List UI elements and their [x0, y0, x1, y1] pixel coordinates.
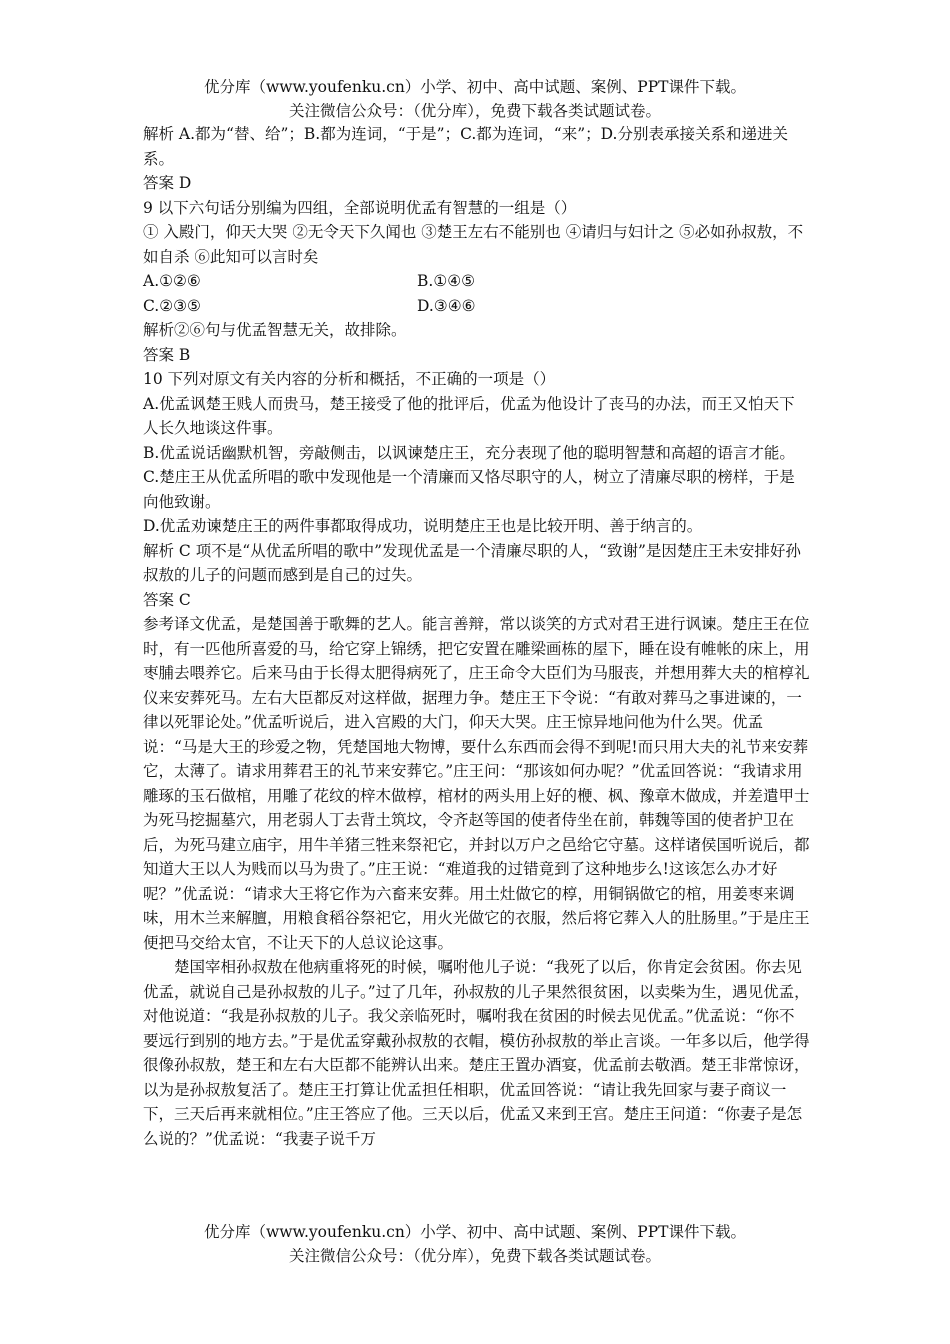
q10-analysis: 解析 C 项不是“从优孟所唱的歌中”发现优孟是一个清廉尽职的人，“致谢”是因楚庄王未安排好孙叔敖的儿子的问题而感到是自己的过失。 — [143, 541, 801, 584]
footer-line-2: 关注微信公众号：（优分库），免费下载各类试题试卷。 — [288, 1247, 661, 1265]
q9-sentences: ① 入殿门，仰天大哭 ②无令天下久闻也 ③楚王左右不能别也 ④请归与妇计之 ⑤必如孙叔敖，不如自杀 ⑥此知可以言时矣 — [143, 223, 804, 266]
translation-paragraph-1: 参考译文优孟，是楚国善于歌舞的艺人。能言善辩，常以谈笑的方式对君王进行讽谏。楚庄王在位时，有一匹他所喜爱的马，给它穿上锦绣，把它安置在雕梁画栋的屋下，睡在设有帷帐的床上，用枣脯去喂养它。后来马由于长得太肥得病死了，庄王命令大臣们为马服丧，并想用葬大夫的棺椁礼仪来安葬死马。左右大臣都反对这样做，据理力争。楚庄王下令说：“有敢对葬马之事进谏的，一律以死罪论处。”优孟听说后，进入宫殿的大门，仰天大哭。庄王惊异地问他为什么哭。优孟说：“马是大王的珍爱之物，凭楚国地大物博，要什么东西而会得不到呢!而只用大夫的礼节来安葬它，太薄了。请求用葬君王的礼节来安葬它。”庄王问：“那该如何办呢？”优孟回答说：“我请求用雕琢的玉石做棺，用雕了花纹的梓木做椁，棺材的两头用上好的楩、枫、豫章木做成，并差遣甲士为死马挖掘墓穴，用老弱人丁去背土筑坟，令齐赵等国的使者侍坐在前，韩魏等国的使者护卫在后，为死马建立庙宇，用牛羊猪三牲来祭祀它，并封以万户之邑给它守墓。这样诸侯国听说后，都知道大王以人为贱而以马为贵了。”庄王说：“难道我的过错竟到了这种地步么!这该怎么办才好呢？”优孟说：“请求大王将它作为六畜来安葬。用土灶做它的椁，用铜锅做它的棺，用姜枣来调味，用木兰来解膻，用粮食稻谷祭祀它，用火光做它的衣服，然后将它葬入人的肚肠里。”于是庄王便把马交给太官，不让天下的人总议论这事。 — [143, 615, 810, 952]
q10-stem: 10 下列对原文有关内容的分析和概括，不正确的一项是（） — [143, 370, 556, 388]
q9-options-row-1 — [143, 269, 810, 294]
q8-answer: 答案 D — [143, 174, 192, 192]
q9-option-a: A.①②⑥ — [143, 272, 201, 290]
q10-option-d: D.优孟劝谏楚庄王的两件事都取得成功，说明楚庄王也是比较开明、善于纳言的。 — [143, 517, 703, 535]
q9-stem: 9 以下六句话分别编为四组，全部说明优孟有智慧的一组是（） — [143, 198, 577, 217]
q9-option-c: C.②③⑤ — [143, 296, 201, 315]
footer-line-1: 优分库（www.youfenku.cn）小学、初中、高中试题、案例、PPT课件下载。 — [203, 1223, 747, 1241]
header-line-1: 优分库（www.youfenku.cn）小学、初中、高中试题、案例、PPT课件下载。 — [203, 78, 747, 96]
q9-option-b: B.①④⑤ — [417, 272, 476, 290]
document-body — [143, 122, 810, 1151]
translation-paragraph-2: 楚国宰相孙叔敖在他病重将死的时候，嘱咐他儿子说：“我死了以后，你肯定会贫困。你去见优孟，就说自己是孙叔敖的儿子。”过了几年，孙叔敖的儿子果然很贫困，以卖柴为生，遇见优孟，对他说道：“我是孙叔敖的儿子。我父亲临死时，嘱咐我在贫困的时候去见优孟。”优孟说：“你不要远行到别的地方去。”于是优孟穿戴孙叔敖的衣帽，模仿孙叔敖的举止言谈。一年多以后，他学得很像孙叔敖，楚王和左右大臣都不能辨认出来。楚庄王置办酒宴，优孟前去敬酒。楚王非常惊讶，以为是孙叔敖复活了。楚庄王打算让优孟担任相职，优孟回答说：“请让我先回家与妻子商议一下，三天后再来就相位。”庄王答应了他。三天以后，优孟又来到王宫。楚庄王问道：“你妻子是怎么说的？”优孟说：“我妻子说千万 — [143, 958, 810, 1148]
q10-option-c: C.楚庄王从优孟所唱的歌中发现他是一个清廉而又恪尽职守的人，树立了清廉尽职的榜样，于是向他致谢。 — [143, 468, 795, 511]
q9-analysis: 解析②⑥句与优孟智慧无关，故排除。 — [143, 321, 407, 339]
q8-analysis: 解析 A.都为“替、给”；B.都为连词，“于是”；C.都为连词，“来”；D.分别表承接关系和递进关系。 — [143, 125, 788, 168]
q10-option-b: B.优孟说话幽默机智，旁敲侧击，以讽谏楚庄王，充分表现了他的聪明智慧和高超的语言才能。 — [143, 443, 795, 462]
q9-option-d: D.③④⑥ — [417, 296, 476, 315]
q9-options-row-2 — [143, 294, 810, 319]
q10-answer: 答案 C — [143, 590, 191, 609]
header-line-2: 关注微信公众号：（优分库），免费下载各类试题试卷。 — [288, 102, 661, 120]
q9-answer: 答案 B — [143, 345, 191, 364]
q10-option-a: A.优孟讽楚王贱人而贵马，楚王接受了他的批评后，优孟为他设计了丧马的办法，而王又怕天下人长久地谈这件事。 — [143, 394, 795, 437]
